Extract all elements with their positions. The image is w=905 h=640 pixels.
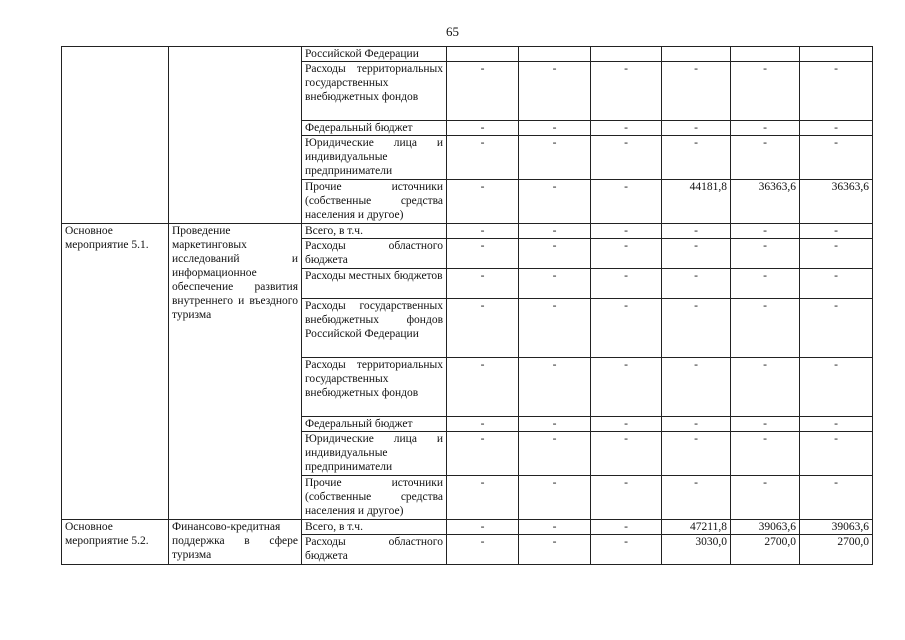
value-cell: 2700,0 xyxy=(731,535,800,565)
funding-source-cell: Российской Федерации xyxy=(302,47,447,62)
value-cell: - xyxy=(447,432,519,476)
value-cell: - xyxy=(662,358,731,417)
value-cell xyxy=(662,47,731,62)
value-cell: - xyxy=(447,358,519,417)
value-cell: - xyxy=(800,358,873,417)
value-cell: - xyxy=(447,269,519,299)
value-cell: - xyxy=(519,535,591,565)
value-cell xyxy=(731,47,800,62)
value-cell: - xyxy=(447,62,519,121)
value-cell: - xyxy=(662,269,731,299)
value-cell: - xyxy=(591,224,662,239)
value-cell xyxy=(447,47,519,62)
value-cell: 39063,6 xyxy=(731,520,800,535)
value-cell: - xyxy=(591,432,662,476)
value-cell: - xyxy=(662,62,731,121)
event-cell xyxy=(169,47,302,224)
value-cell: - xyxy=(519,62,591,121)
value-cell: - xyxy=(591,520,662,535)
funding-source-cell: Расходы территориальных государственных внебюджетных фондов xyxy=(302,358,447,417)
measure-cell: Основное мероприятие 5.2. xyxy=(62,520,169,565)
table-row xyxy=(62,224,873,239)
funding-source-cell: Юридические лица и индивидуальные предприниматели xyxy=(302,136,447,180)
funding-source-cell: Расходы государственных внебюджетных фондов Российской Федерации xyxy=(302,299,447,358)
value-cell: - xyxy=(447,417,519,432)
value-cell: - xyxy=(519,269,591,299)
funding-source-cell: Юридические лица и индивидуальные предприниматели xyxy=(302,432,447,476)
funding-source-cell: Всего, в т.ч. xyxy=(302,520,447,535)
value-cell: - xyxy=(447,224,519,239)
funding-source-cell: Федеральный бюджет xyxy=(302,121,447,136)
funding-source-cell: Федеральный бюджет xyxy=(302,417,447,432)
value-cell: - xyxy=(731,62,800,121)
value-cell: - xyxy=(447,520,519,535)
value-cell xyxy=(591,47,662,62)
funding-source-cell: Всего, в т.ч. xyxy=(302,224,447,239)
value-cell: - xyxy=(519,520,591,535)
value-cell: - xyxy=(519,224,591,239)
value-cell: - xyxy=(519,476,591,520)
measure-cell: Основное мероприятие 5.1. xyxy=(62,224,169,520)
value-cell xyxy=(519,47,591,62)
value-cell: - xyxy=(447,121,519,136)
measure-cell xyxy=(62,47,169,224)
table-body xyxy=(62,47,873,565)
funding-source-cell: Прочие источники (собственные средства населения и другое) xyxy=(302,476,447,520)
value-cell: - xyxy=(731,299,800,358)
value-cell: - xyxy=(800,417,873,432)
value-cell: - xyxy=(800,269,873,299)
value-cell: - xyxy=(591,269,662,299)
budget-table xyxy=(61,46,873,565)
value-cell: - xyxy=(731,476,800,520)
value-cell: - xyxy=(519,358,591,417)
value-cell xyxy=(800,47,873,62)
value-cell: - xyxy=(591,121,662,136)
value-cell: - xyxy=(662,299,731,358)
value-cell: - xyxy=(519,417,591,432)
value-cell: - xyxy=(731,432,800,476)
value-cell: - xyxy=(662,417,731,432)
value-cell: - xyxy=(447,136,519,180)
value-cell: - xyxy=(591,417,662,432)
value-cell: - xyxy=(591,535,662,565)
table-row xyxy=(62,47,873,62)
value-cell: - xyxy=(591,239,662,269)
value-cell: - xyxy=(447,476,519,520)
value-cell: - xyxy=(519,299,591,358)
value-cell: - xyxy=(519,239,591,269)
page-number: 65 xyxy=(446,24,459,39)
value-cell: - xyxy=(591,136,662,180)
value-cell: - xyxy=(731,269,800,299)
value-cell: - xyxy=(800,239,873,269)
value-cell: - xyxy=(731,239,800,269)
value-cell: - xyxy=(591,476,662,520)
value-cell: - xyxy=(519,121,591,136)
event-cell: Проведение маркетинговых исследований и информационное обеспечение развития внутреннего и въездного туризма xyxy=(169,224,302,520)
value-cell: - xyxy=(800,121,873,136)
value-cell: - xyxy=(447,180,519,224)
value-cell: - xyxy=(800,432,873,476)
value-cell: - xyxy=(731,136,800,180)
value-cell: - xyxy=(662,121,731,136)
value-cell: - xyxy=(591,62,662,121)
value-cell: - xyxy=(519,136,591,180)
value-cell: - xyxy=(662,239,731,269)
value-cell: - xyxy=(662,136,731,180)
value-cell: 39063,6 xyxy=(800,520,873,535)
value-cell: - xyxy=(662,224,731,239)
value-cell: - xyxy=(800,224,873,239)
event-cell: Финансово-кредитная поддержка в сфере туризма xyxy=(169,520,302,565)
value-cell: - xyxy=(591,299,662,358)
value-cell: 36363,6 xyxy=(800,180,873,224)
value-cell: - xyxy=(800,62,873,121)
value-cell: - xyxy=(591,358,662,417)
value-cell: - xyxy=(800,136,873,180)
value-cell: - xyxy=(447,239,519,269)
value-cell: 3030,0 xyxy=(662,535,731,565)
value-cell: - xyxy=(591,180,662,224)
value-cell: 47211,8 xyxy=(662,520,731,535)
value-cell: - xyxy=(519,180,591,224)
value-cell: 44181,8 xyxy=(662,180,731,224)
value-cell: - xyxy=(662,432,731,476)
value-cell: - xyxy=(800,476,873,520)
value-cell: - xyxy=(662,476,731,520)
funding-source-cell: Прочие источники (собственные средства населения и другое) xyxy=(302,180,447,224)
value-cell: - xyxy=(800,299,873,358)
value-cell: - xyxy=(519,432,591,476)
funding-source-cell: Расходы территориальных государственных внебюджетных фондов xyxy=(302,62,447,121)
value-cell: - xyxy=(731,417,800,432)
value-cell: 2700,0 xyxy=(800,535,873,565)
value-cell: 36363,6 xyxy=(731,180,800,224)
value-cell: - xyxy=(447,535,519,565)
value-cell: - xyxy=(731,224,800,239)
value-cell: - xyxy=(731,121,800,136)
value-cell: - xyxy=(447,299,519,358)
funding-source-cell: Расходы областного бюджета xyxy=(302,535,447,565)
funding-source-cell: Расходы местных бюджетов xyxy=(302,269,447,299)
value-cell: - xyxy=(731,358,800,417)
table-row xyxy=(62,520,873,535)
funding-source-cell: Расходы областного бюджета xyxy=(302,239,447,269)
